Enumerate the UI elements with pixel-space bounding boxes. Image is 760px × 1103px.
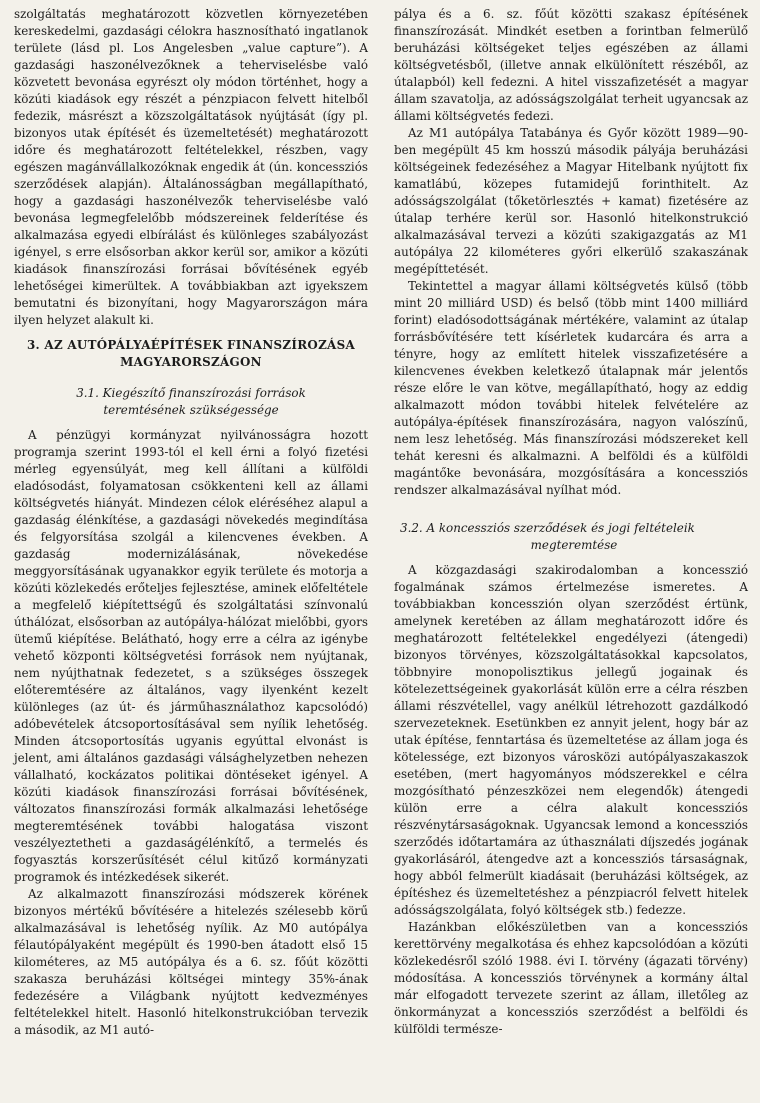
paragraph-3-1-a: A pénzügyi kormányzat nyilvánosságra hozott programja szerint 1993-tól el kell érni a folyó fizetési mérleg egyensúlyát, meg kell állítani a külföldi eladósodást, folyamatosan csökkenteni kell az állami költségvetés hiányát. Mindezen célok eléréséhez alapul a gazdaság élénkítése, a gazdasági növekedés megindítása és felgyorsítása szolgál a kilencvenes években. A gazdaság modernizálásának, növekedése meggyorsításának ugyanakkor egyik területe és motorja a közúti közlekedés erőteljes fejlesztése, aminek előfeltétele a megfelelő kiépítettségű és szolgáltatási színvonalú úthálózat, elsősorban az autópálya-hálózat mielőbbi, gyors ütemű kiépítése. Belátható, hogy erre a célra az igénybe vehető központi költségvetési források nem nyújtanak, nem nyújthatnak fedezetet, s a szükséges összegek előteremtésére az általános, vagy ilyenként kezelt különleges (az út- és járműhasználathoz kapcsolódó) adóbevételek átcsoportosításával sem nyílik lehetőség. Minden átcsoportosítás ugyanis egyúttal elvonást is jelent, ami általános gazdasági válsághelyzetben nehezen vállalható, kockázatos politikai döntéseket igényel. A közúti kiadások finanszírozási forrásai bővítésének, változatos finanszírozási formák alkalmazási lehetősége megteremtésének további halogatása viszont veszélyeztetheti a gazdaságélénkítő, a termelés és fogyasztás korszerűsítését célul kitűző kormányzati programok és intézkedések sikerét. [14,428,368,884]
left-column [14,6,368,1095]
section-heading-3-1-line-2: teremtésének szükségessége [103,403,279,417]
chapter-heading-line-1: 3. AZ AUTÓPÁLYAÉPÍTÉSEK FINANSZÍROZÁSA [26,338,355,352]
paragraph-3-2-a: A közgazdasági szakirodalomban a koncesszió fogalmának számos értelmezése ismeretes. A továbbiakban koncesszión olyan szerződést értünk, amelynek keretében az állam meghatározott időre és meghatározott feltételekkel engedélyezi (átengedi) bizonyos törvényes, közszolgáltatásokkal kapcsolatos, többnyire monopolisztikus jellegű jogainak és kötelezettségeinek gyakorlását külön erre a célra részben állami részvétellel, vagy anélkül létrehozott gazdálkodó szervezeteknek. Esetünkben ez annyit jelent, hogy bár az utak építése, fenntartása és üzemeltetése az állam joga és kötelessége, ezt bizonyos városközi autópályaszakaszok esetében, (mert hagyományos módszerekkel e célra mozgósítható pénzeszközei nem elegendők) átengedi külön erre a célra alakult koncessziós részvénytársaságoknak. Ugyancsak lemond a koncessziós szerződés időtartamára az úthasználati díjszedés jogának gyakorlásáról, átengedve azt a koncessziós társaságnak, hogy abból felmerült kiadásait (beruházási költségek, az építéshez és üzemeltetéshez a pénzpiacról felvett hitelek adósságszolgálata, folyó költségek stb.) fedezze. [394,563,748,917]
chapter-heading [14,337,368,371]
spacer [394,499,748,516]
section-heading-3-2-line-1: 3.2. A koncessziós szerződések és jogi feltételeik [400,521,695,535]
section-heading-3-2 [394,520,748,554]
paragraph-3-2-b: Hazánkban előkészületben van a koncessziós kerettörvény megalkotása és ehhez kapcsolódóan a közúti közlekedésről szóló 1988. évi I. törvény (ágazati törvény) módosítása. A koncessziós törvénynek a kormány által már elfogadott tervezete szerint az állam, illetőleg az önkormányzat a koncessziós szerződést a belföldi és külföldi természe- [394,920,748,1036]
paragraph-continued: pálya és a 6. sz. főút közötti szakasz építésének finanszírozását. Mindkét esetben a forintban felmerülő beruházási költségeket teljes egészében az állami költségvetésből, (illetve annak elkülönített részéből, az útalapból) kell fedezni. A hitel visszafizetését a magyar állam szavatolja, az adósságszolgálat terheit ugyancsak az állami költségvetés fedezi. [394,7,748,123]
paragraph-budget: Tekintettel a magyar állami költségvetés külső (több mint 20 milliárd USD) és belső (több mint 1400 milliárd forint) eladósodottságának mértékére, valamint az útalap forrásbővítésére tett kísérletek kudarcára és arra a tényre, hogy az említett hitelek visszafizetésére a kilencvenes években keletkező útalapnak már jelentős része előre le van kötve, megállapítható, hogy az eddig alkalmazott módon további hitelek felvételére az autópálya-építések finanszírozására, nagyon valószínű, nem lesz lehetőség. Más finanszírozási módszereket kell tehát keresni és alkalmazni. A belföldi és a külföldi magántőke bevonására, mozgósítására a koncessziós rendszer alkalmazásával nyílhat mód. [394,279,748,497]
paragraph-intro: szolgáltatás meghatározott közvetlen környezetében kereskedelmi, gazdasági célokra hasznosítható ingatlanok területe (lásd pl. Los Angelesben „value capture”). A gazdasági haszonélvezőknek a teherviselésbe való közvetett bevonása egyrészt oly módon történhet, hogy a közúti kiadások egy részét a pénzpiacon felvett hitelből fedezik, másrészt a közszolgáltatások nyújtását (így pl. bizonyos utak építését és üzemeltetését) meghatározott időre és meghatározott feltételekkel, részben, vagy egészen magánvállalkozóknak engedik át (ún. koncessziós szerződések alapján). Általánosságban megállapítható, hogy a gazdasági haszonélvezők teherviselésbe való bevonása legmegfelelőbb módszereinek felderítése és alkalmazása egyedi elbírálást és különleges szabályozást igényel, s erre elsősorban akkor kerül sor, amikor a közúti kiadások finanszírozási forrásai bővítésének egyéb lehetőségei kimerültek. A továbbiakban azt igyekszem bemutatni és bizonyítani, hogy Magyarországon mára ilyen helyzet alakult ki. [14,7,368,327]
paragraph-3-1-b: Az alkalmazott finanszírozási módszerek körének bizonyos mértékű bővítésére a hitelezés szélesebb körű alkalmazásával is lehetőség nyílik. Az M0 autópálya félautópályaként megépült és 1990-ben átadott első 15 kilométeres, az M5 autópálya és a 6. sz. főút közötti szakasza beruházási költségei mintegy 35%-ának fedezésére a Világbank nyújtott kedvezményes feltételekkel hitelt. Hasonló hitelkonstrukcióban tervezik a második, az M1 autó- [14,887,368,1037]
paragraph-m1-motorway: Az M1 autópálya Tatabánya és Győr között 1989—90-ben megépült 45 km hosszú második pályája beruházási költségeinek fedezéséhez a Magyar Hitelbank nyújtott fix kamatlábú, közepes futamidejű forinthitelt. Az adósságszolgálat (tőketörlesztés + kamat) fizetésére az útalap terhére kerül sor. Hasonló hitelkonstrukció alkalmazásával tervezi a közúti szakigazgatás az M1 autópálya 22 kilométeres győri elkerülő szakaszának megépíttetését. [394,126,748,276]
section-heading-3-1-line-1: 3.1. Kiegészítő finanszírozási források [76,386,306,400]
section-heading-3-2-line-2: megteremtése [530,538,618,552]
chapter-heading-line-2: MAGYARORSZÁGON [120,355,262,369]
right-column [394,6,748,1095]
section-heading-3-1 [14,385,368,419]
